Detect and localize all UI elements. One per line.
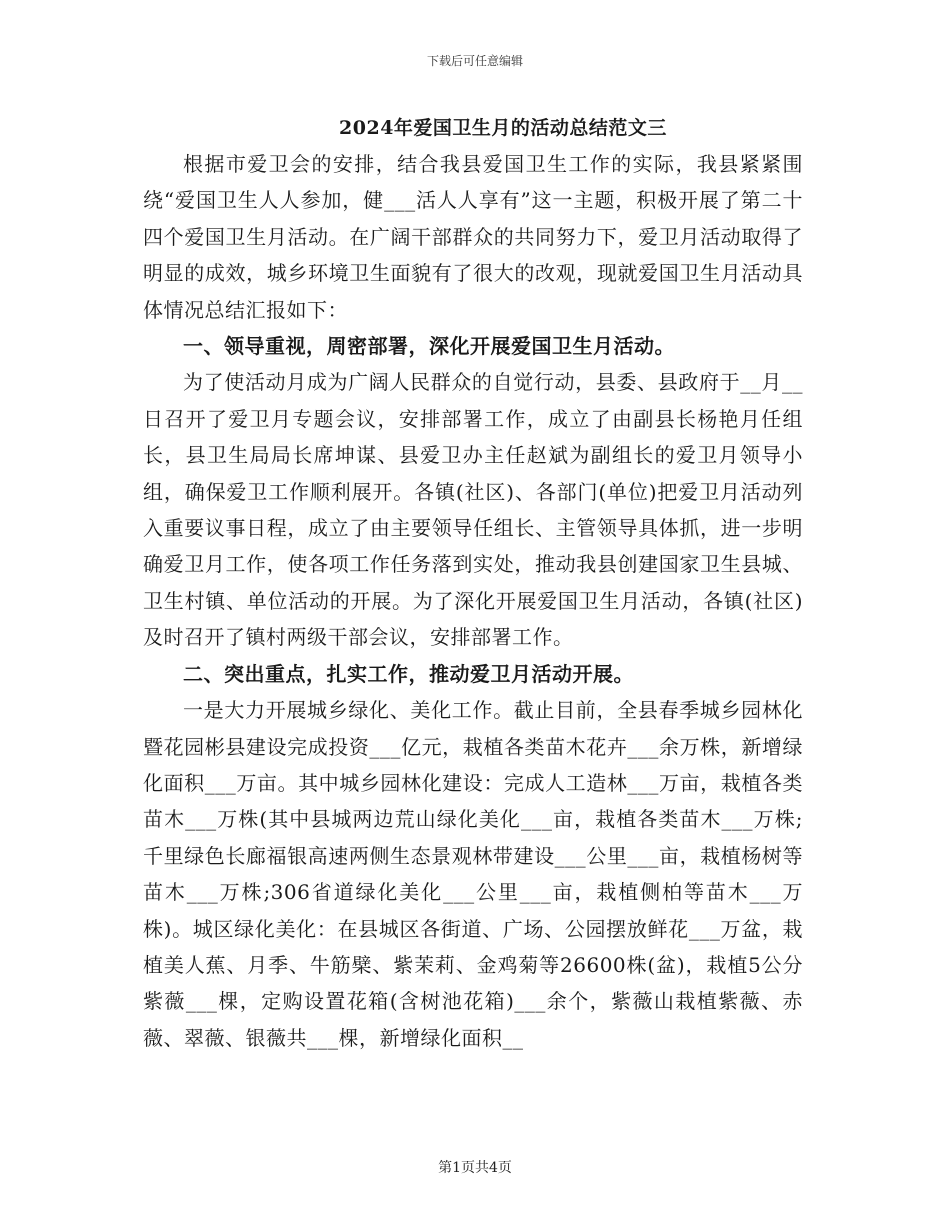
section-heading-2: 二、突出重点，扎实工作，推动爱卫月活动开展。 <box>183 661 634 686</box>
section-heading-1: 一、领导重视，周密部署，深化开展爱国卫生月活动。 <box>183 334 675 359</box>
page-number: 第1页共4页 <box>438 1160 512 1176</box>
paragraph-section-2: 一是大力开展城乡绿化、美化工作。截止目前，全县春季城乡园林化暨花园彬县建设完成投资___亿元，栽植各类苗木花卉___余万株，新增绿化面积___万亩。其中城乡园林化建设：完成人工造林___万亩，栽植各类苗木___万株(其中县城两边荒山绿化美化___亩，栽植各类苗木___万株;千里绿色长廊福银高速两侧生态景观林带建设___公里___亩，栽植杨树等苗木___万株;306省道绿化美化___公里___亩，栽植侧柏等苗木___万株)。城区绿化美化：在县城区各街道、广场、公园摆放鲜花___万盆，栽植美人蕉、月季、牛筋檗、紫茉莉、金鸡菊等26600株(盆)，栽植5公分紫薇___棵，定购设置花箱(含树池花箱)___余个，紫薇山栽植紫薇、赤薇、翠薇、银薇共___棵，新增绿化面积__ <box>143 698 803 1050</box>
paragraph-section-1: 为了使活动月成为广阔人民群众的自觉行动，县委、县政府于__月__日召开了爱卫月专题会议，安排部署工作，成立了由副县长杨艳月任组长，县卫生局局长席坤谋、县爱卫办主任赵斌为副组长的爱卫月领导小组，确保爱卫工作顺利展开。各镇(社区)、各部门(单位)把爱卫月活动列入重要议事日程，成立了由主要领导任组长、主管领导具体抓，进一步明确爱卫月工作，使各项工作任务落到实处，推动我县创建国家卫生县城、卫生村镇、单位活动的开展。为了深化开展爱国卫生月活动，各镇(社区)及时召开了镇村两级干部会议，安排部署工作。 <box>143 370 803 650</box>
paragraph-intro: 根据市爱卫会的安排，结合我县爱国卫生工作的实际，我县紧紧围绕“爱国卫生人人参加，健___活人人享有”这一主题，积极开展了第二十四个爱国卫生月活动。在广阔干部群众的共同努力下，爱卫月活动取得了明显的成效，城乡环境卫生面貌有了很大的改观，现就爱国卫生月活动具体情况总结汇报如下： <box>143 152 803 322</box>
document-body <box>143 110 803 1056</box>
document-title: 2024年爱国卫生月的活动总结范文三 <box>339 117 667 139</box>
page-header-note: 下载后可任意编辑 <box>426 54 523 68</box>
